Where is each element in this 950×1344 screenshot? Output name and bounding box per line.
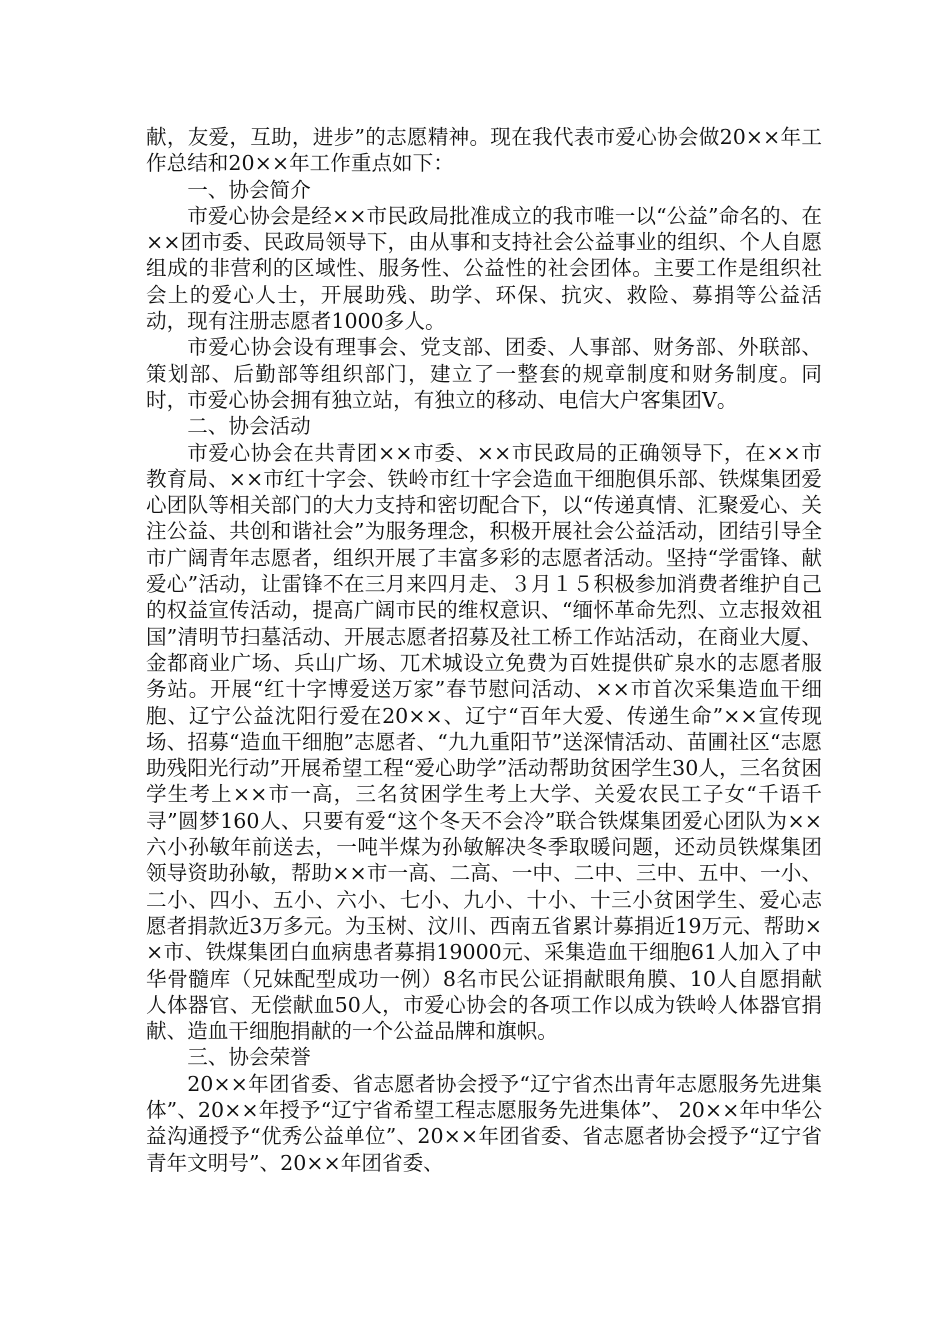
body-paragraph: 市爱心协会是经××市民政局批准成立的我市唯一以“公益”命名的、在××团市委、民政局领导下，由从事和支持社会公益事业的组织、个人自愿组成的非营利的区域性、服务性、公益性的社会团体。主要工作是组织社会上的爱心人士，开展助残、助学、环保、抗灾、救险、募捐等公益活动，现有注册志愿者1000多人。 [146, 203, 822, 334]
section-heading-honors: 三、协会荣誉 [187, 1045, 311, 1070]
section-heading-introduction: 一、协会简介 [187, 177, 311, 202]
section-heading-activities: 二、协会活动 [187, 414, 311, 439]
body-paragraph: 20××年团省委、省志愿者协会授予“辽宁省杰出青年志愿服务先进集体”、20××年授予“辽宁省希望工程志愿服务先进集体”、 20××年中华公益沟通授予“优秀公益单位”、20××年团省委、省志愿者协会授予“辽宁省青年文明号”、20××年团省委、 [146, 1071, 822, 1175]
document-body [146, 124, 822, 1176]
body-paragraph: 市爱心协会在共青团××市委、××市民政局的正确领导下，在××市教育局、××市红十字会、铁岭市红十字会造血干细胞俱乐部、铁煤集团爱心团队等相关部门的大力支持和密切配合下，以“传递真情、汇聚爱心、关注公益、共创和谐社会”为服务理念，积极开展社会公益活动，团结引导全市广阔青年志愿者，组织开展了丰富多彩的志愿者活动。坚持“学雷锋、献爱心”活动，让雷锋不在三月来四月走、３月１５积极参加消费者维护自己的权益宣传活动，提高广阔市民的维权意识、“缅怀革命先烈、立志报效祖国”清明节扫墓活动、开展志愿者招募及社工桥工作站活动，在商业大厦、金都商业广场、兵山广场、兀术城设立免费为百姓提供矿泉水的志愿者服务站。开展“红十字博爱送万家”春节慰问活动、××市首次采集造血干细胞、辽宁公益沈阳行爱在20××、辽宁“百年大爱、传递生命”××宣传现场、招募“造血干细胞”志愿者、“九九重阳节”送深情活动、苗圃社区“志愿助残阳光行动”开展希望工程“爱心助学”活动帮助贫困学生30人，三名贫困学生考上××市一高，三名贫困学生考上大学、关爱农民工子女“千语千寻”圆梦160人、只要有爱“这个冬天不会冷”联合铁煤集团爱心团队为××六小孙敏年前送去，一吨半煤为孙敏解决冬季取暖问题，还动员铁煤集团领导资助孙敏，帮助××市一高、二高、一中、二中、三中、五中、一小、二小、四小、五小、六小、七小、九小、十小、十三小贫困学生、爱心志愿者捐款近3万多元。为玉树、汶川、西南五省累计募捐近19万元、帮助××市、铁煤集团白血病患者募捐19000元、采集造血干细胞61人加入了中华骨髓库（兄妹配型成功一例）8名市民公证捐献眼角膜、10人自愿捐献人体器官、无偿献血50人，市爱心协会的各项工作以成为铁岭人体器官捐献、造血干细胞捐献的一个公益品牌和旗帜。 [146, 440, 822, 1044]
intro-paragraph: 献，友爱，互助，进步”的志愿精神。现在我代表市爱心协会做20××年工作总结和20××年工作重点如下： [146, 125, 822, 176]
body-paragraph: 市爱心协会设有理事会、党支部、团委、人事部、财务部、外联部、策划部、后勤部等组织部门，建立了一整套的规章制度和财务制度。同时，市爱心协会拥有独立站，有独立的移动、电信大户客集团V。 [146, 335, 822, 412]
